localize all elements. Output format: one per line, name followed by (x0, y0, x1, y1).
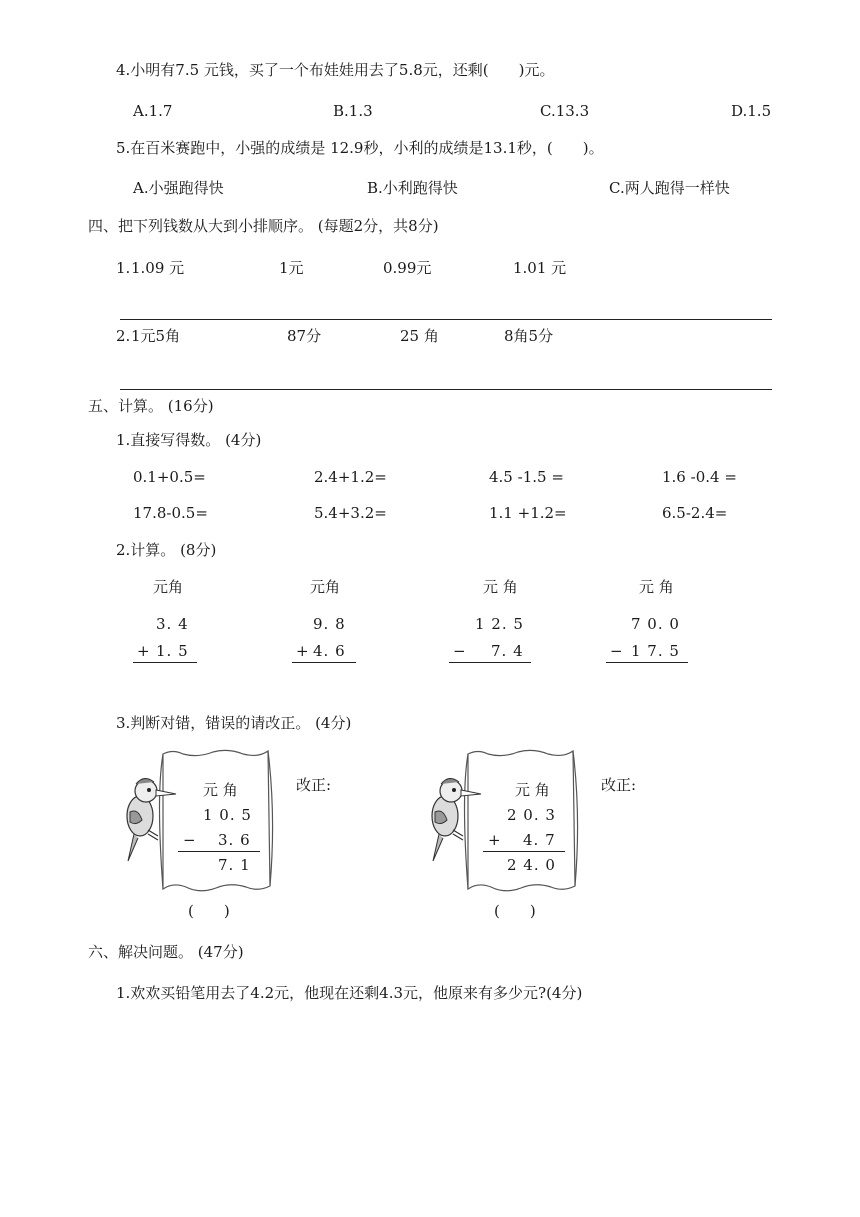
column-header: 元角 (153, 578, 184, 596)
calc-bottom-number: 7. 4 (491, 642, 524, 660)
s5-sub2-title: 2.计算。 (8分) (116, 541, 217, 559)
oral-calc-item: 1.1 +1.2= (489, 504, 567, 522)
judgement-card (423, 746, 583, 896)
s4-q2-item: 8角5分 (504, 327, 554, 345)
section-5-title: 五、计算。 (16分) (88, 397, 214, 415)
card-header: 元 角 (203, 781, 238, 799)
problem-1: 1.欢欢买铅笔用去了4.2元，他现在还剩4.3元，他原来有多少元?(4分) (116, 984, 583, 1002)
s4-q1-item: 0.99元 (383, 259, 432, 277)
question-5: 5.在百米赛跑中，小强的成绩是 12.9秒，小利的成绩是13.1秒，( )。 (116, 139, 604, 157)
calc-operator: + (296, 642, 309, 660)
woodpecker-scroll-image (423, 746, 583, 896)
card-line (178, 851, 260, 852)
answer-line[interactable] (120, 389, 772, 390)
calc-bottom-number: 1. 5 (156, 642, 189, 660)
judgement-card (118, 746, 278, 896)
oral-calc-item: 17.8-0.5= (133, 504, 208, 522)
column-header: 元角 (310, 578, 341, 596)
calc-top-number: 7 0. 0 (631, 615, 680, 633)
calc-bottom-number: 1 7. 5 (631, 642, 680, 660)
oral-calc-item: 4.5 -1.5 = (489, 468, 564, 486)
judgement-paren[interactable]: ( ) (188, 902, 230, 920)
q5-option-c: C.两人跑得一样快 (609, 179, 730, 197)
calc-operator: + (137, 642, 150, 660)
calc-top-number: 9. 8 (313, 615, 346, 633)
section-6-title: 六、解决问题。 (47分) (88, 943, 244, 961)
correction-label: 改正: (296, 776, 332, 794)
card-mid-number: 4. 7 (523, 831, 556, 849)
card-top-number: 1 0. 5 (203, 806, 252, 824)
calc-line (133, 662, 197, 663)
calc-top-number: 3. 4 (156, 615, 189, 633)
oral-calc-item: 5.4+3.2= (314, 504, 387, 522)
calc-line (606, 662, 688, 663)
answer-line[interactable] (120, 319, 772, 320)
q5-option-a: A.小强跑得快 (133, 179, 224, 197)
q5-option-b: B.小利跑得快 (367, 179, 458, 197)
oral-calc-item: 6.5-2.4= (662, 504, 728, 522)
s4-q2-label: 2. (116, 327, 131, 345)
calc-operator: − (453, 642, 466, 660)
calc-line (449, 662, 531, 663)
card-header: 元 角 (515, 781, 550, 799)
column-header: 元 角 (639, 578, 674, 596)
column-header: 元 角 (483, 578, 518, 596)
s5-sub1-title: 1.直接写得数。 (4分) (116, 431, 262, 449)
woodpecker-scroll-image (118, 746, 278, 896)
section-4-title: 四、把下列钱数从大到小排顺序。 (每题2分，共8分) (88, 217, 439, 235)
card-result: 2 4. 0 (507, 856, 556, 874)
card-result: 7. 1 (218, 856, 251, 874)
q4-option-b: B.1.3 (333, 102, 373, 120)
calc-operator: − (610, 642, 623, 660)
card-operator: + (488, 831, 501, 849)
q4-option-d: D.1.5 (731, 102, 772, 120)
s4-q2-item: 1元5角 (131, 327, 181, 345)
s4-q1-item: 1元 (279, 259, 304, 277)
s4-q2-item: 25 角 (400, 327, 439, 345)
s4-q2-item: 87分 (287, 327, 322, 345)
judgement-paren[interactable]: ( ) (494, 902, 536, 920)
s4-q1-label: 1. (116, 259, 131, 277)
s4-q1-item: 1.09 元 (131, 259, 185, 277)
card-top-number: 2 0. 3 (507, 806, 556, 824)
correction-label: 改正: (601, 776, 637, 794)
card-operator: − (183, 831, 196, 849)
oral-calc-item: 1.6 -0.4 = (662, 468, 737, 486)
oral-calc-item: 0.1+0.5= (133, 468, 206, 486)
q4-option-a: A.1.7 (133, 102, 173, 120)
question-4: 4.小明有7.5 元钱，买了一个布娃娃用去了5.8元，还剩( )元。 (116, 61, 555, 79)
calc-line (292, 662, 356, 663)
card-line (483, 851, 565, 852)
s4-q1-item: 1.01 元 (513, 259, 567, 277)
calc-bottom-number: 4. 6 (313, 642, 346, 660)
card-mid-number: 3. 6 (218, 831, 251, 849)
q4-option-c: C.13.3 (540, 102, 590, 120)
calc-top-number: 1 2. 5 (475, 615, 524, 633)
s5-sub3-title: 3.判断对错，错误的请改正。 (4分) (116, 714, 352, 732)
oral-calc-item: 2.4+1.2= (314, 468, 387, 486)
